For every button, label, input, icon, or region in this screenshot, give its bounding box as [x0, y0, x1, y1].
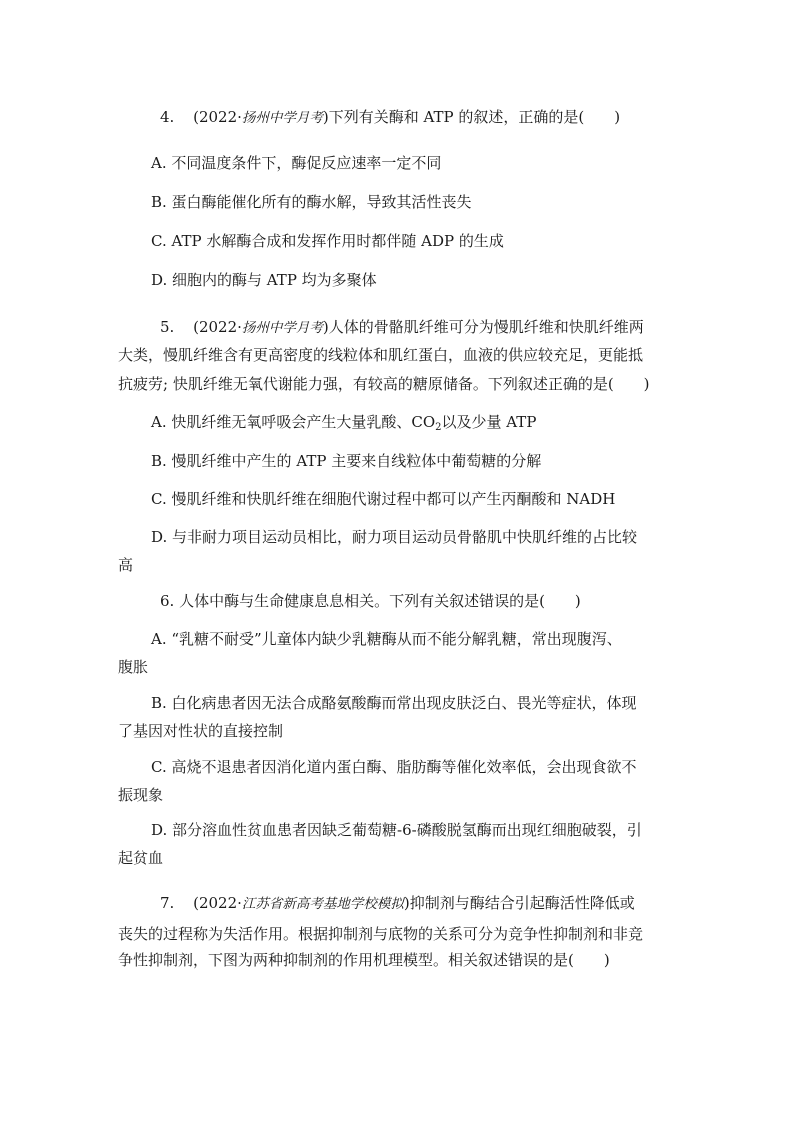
q5-option-d-line2: 高: [118, 556, 134, 574]
q7-stem-line1: [160, 893, 635, 914]
q6-option-b-line2: 了基因对性状的直接控制: [118, 722, 284, 740]
q7-stem-line3: 争性抑制剂，下图为两种抑制剂的作用机理模型。相关叙述错误的是( ): [118, 951, 610, 969]
q7-source: 江苏省新高考基地学校模拟: [241, 896, 404, 912]
q7-text1: )抑制剂与酶结合引起酶活性降低或: [403, 894, 635, 912]
q6-option-b-line1: B. 白化病患者因无法合成酪氨酸酶而常出现皮肤泛白、畏光等症状，体现: [151, 694, 637, 712]
q6-option-a-line1: A. “乳糖不耐受”儿童体内缺少乳糖酶从而不能分解乳糖，常出现腹泻、: [151, 630, 622, 648]
q6-option-d-line2: 起贫血: [118, 849, 164, 867]
q6-stem: 6. 人体中酶与生命健康息息相关。下列有关叙述错误的是( ): [160, 592, 581, 610]
q7-number: 7.: [160, 894, 175, 912]
q4-source-open: (2022·: [193, 108, 242, 126]
q6-option-c-line2: 振现象: [118, 786, 164, 804]
subscript-2: 2: [435, 422, 442, 433]
q4-option-b: B. 蛋白酶能催化所有的酶水解，导致其活性丧失: [151, 193, 472, 211]
q5-option-a: A. 快肌纤维无氧呼吸会产生大量乳酸、$CO_2$以及少量 ATP: [151, 413, 537, 433]
q5-source: 扬州中学月考: [241, 320, 323, 336]
q5-option-b: B. 慢肌纤维中产生的 ATP 主要来自线粒体中葡萄糖的分解: [151, 452, 542, 470]
q5-option-d-line1: D. 与非耐力项目运动员相比，耐力项目运动员骨骼肌中快肌纤维的占比较: [151, 528, 638, 546]
q5-text1: )人体的骨骼肌纤维可分为慢肌纤维和快肌纤维两: [322, 318, 644, 336]
q6-option-c-line1: C. 高烧不退患者因消化道内蛋白酶、脂肪酶等催化效率低，会出现食欲不: [151, 758, 637, 776]
q5-stem-line3: 抗疲劳; 快肌纤维无氧代谢能力强，有较高的糖原储备。下列叙述正确的是( ): [118, 375, 650, 393]
q5-number: 5.: [160, 318, 175, 336]
q4-option-c: C. ATP 水解酶合成和发挥作用时都伴随 ADP 的生成: [151, 232, 504, 250]
q4-stem: [160, 107, 620, 128]
q6-option-d-line1: D. 部分溶血性贫血患者因缺乏葡萄糖-6-磷酸脱氢酶而出现红细胞破裂，引: [151, 821, 642, 839]
q4-option-a: A. 不同温度条件下，酶促反应速率一定不同: [151, 154, 442, 172]
q5-option-c: C. 慢肌纤维和快肌纤维在细胞代谢过程中都可以产生丙酮酸和 NADH: [151, 490, 616, 508]
q4-text: )下列有关酶和 ATP 的叙述，正确的是( ): [322, 108, 621, 126]
q7-stem-line2: 丧失的过程称为失活作用。根据抑制剂与底物的关系可分为竞争性抑制剂和非竞: [118, 925, 644, 943]
q4-source: 扬州中学月考: [241, 110, 323, 126]
q5-stem-line1: [160, 317, 644, 338]
q5-source-open: (2022·: [193, 318, 242, 336]
q6-option-a-line2: 腹胀: [118, 658, 149, 676]
q7-source-open: (2022·: [193, 894, 242, 912]
q4-option-d: D. 细胞内的酶与 ATP 均为多聚体: [151, 271, 377, 289]
q5-stem-line2: 大类，慢肌纤维含有更高密度的线粒体和肌红蛋白，血液的供应较充足，更能抵: [118, 346, 644, 364]
q4-number: 4.: [160, 108, 175, 126]
